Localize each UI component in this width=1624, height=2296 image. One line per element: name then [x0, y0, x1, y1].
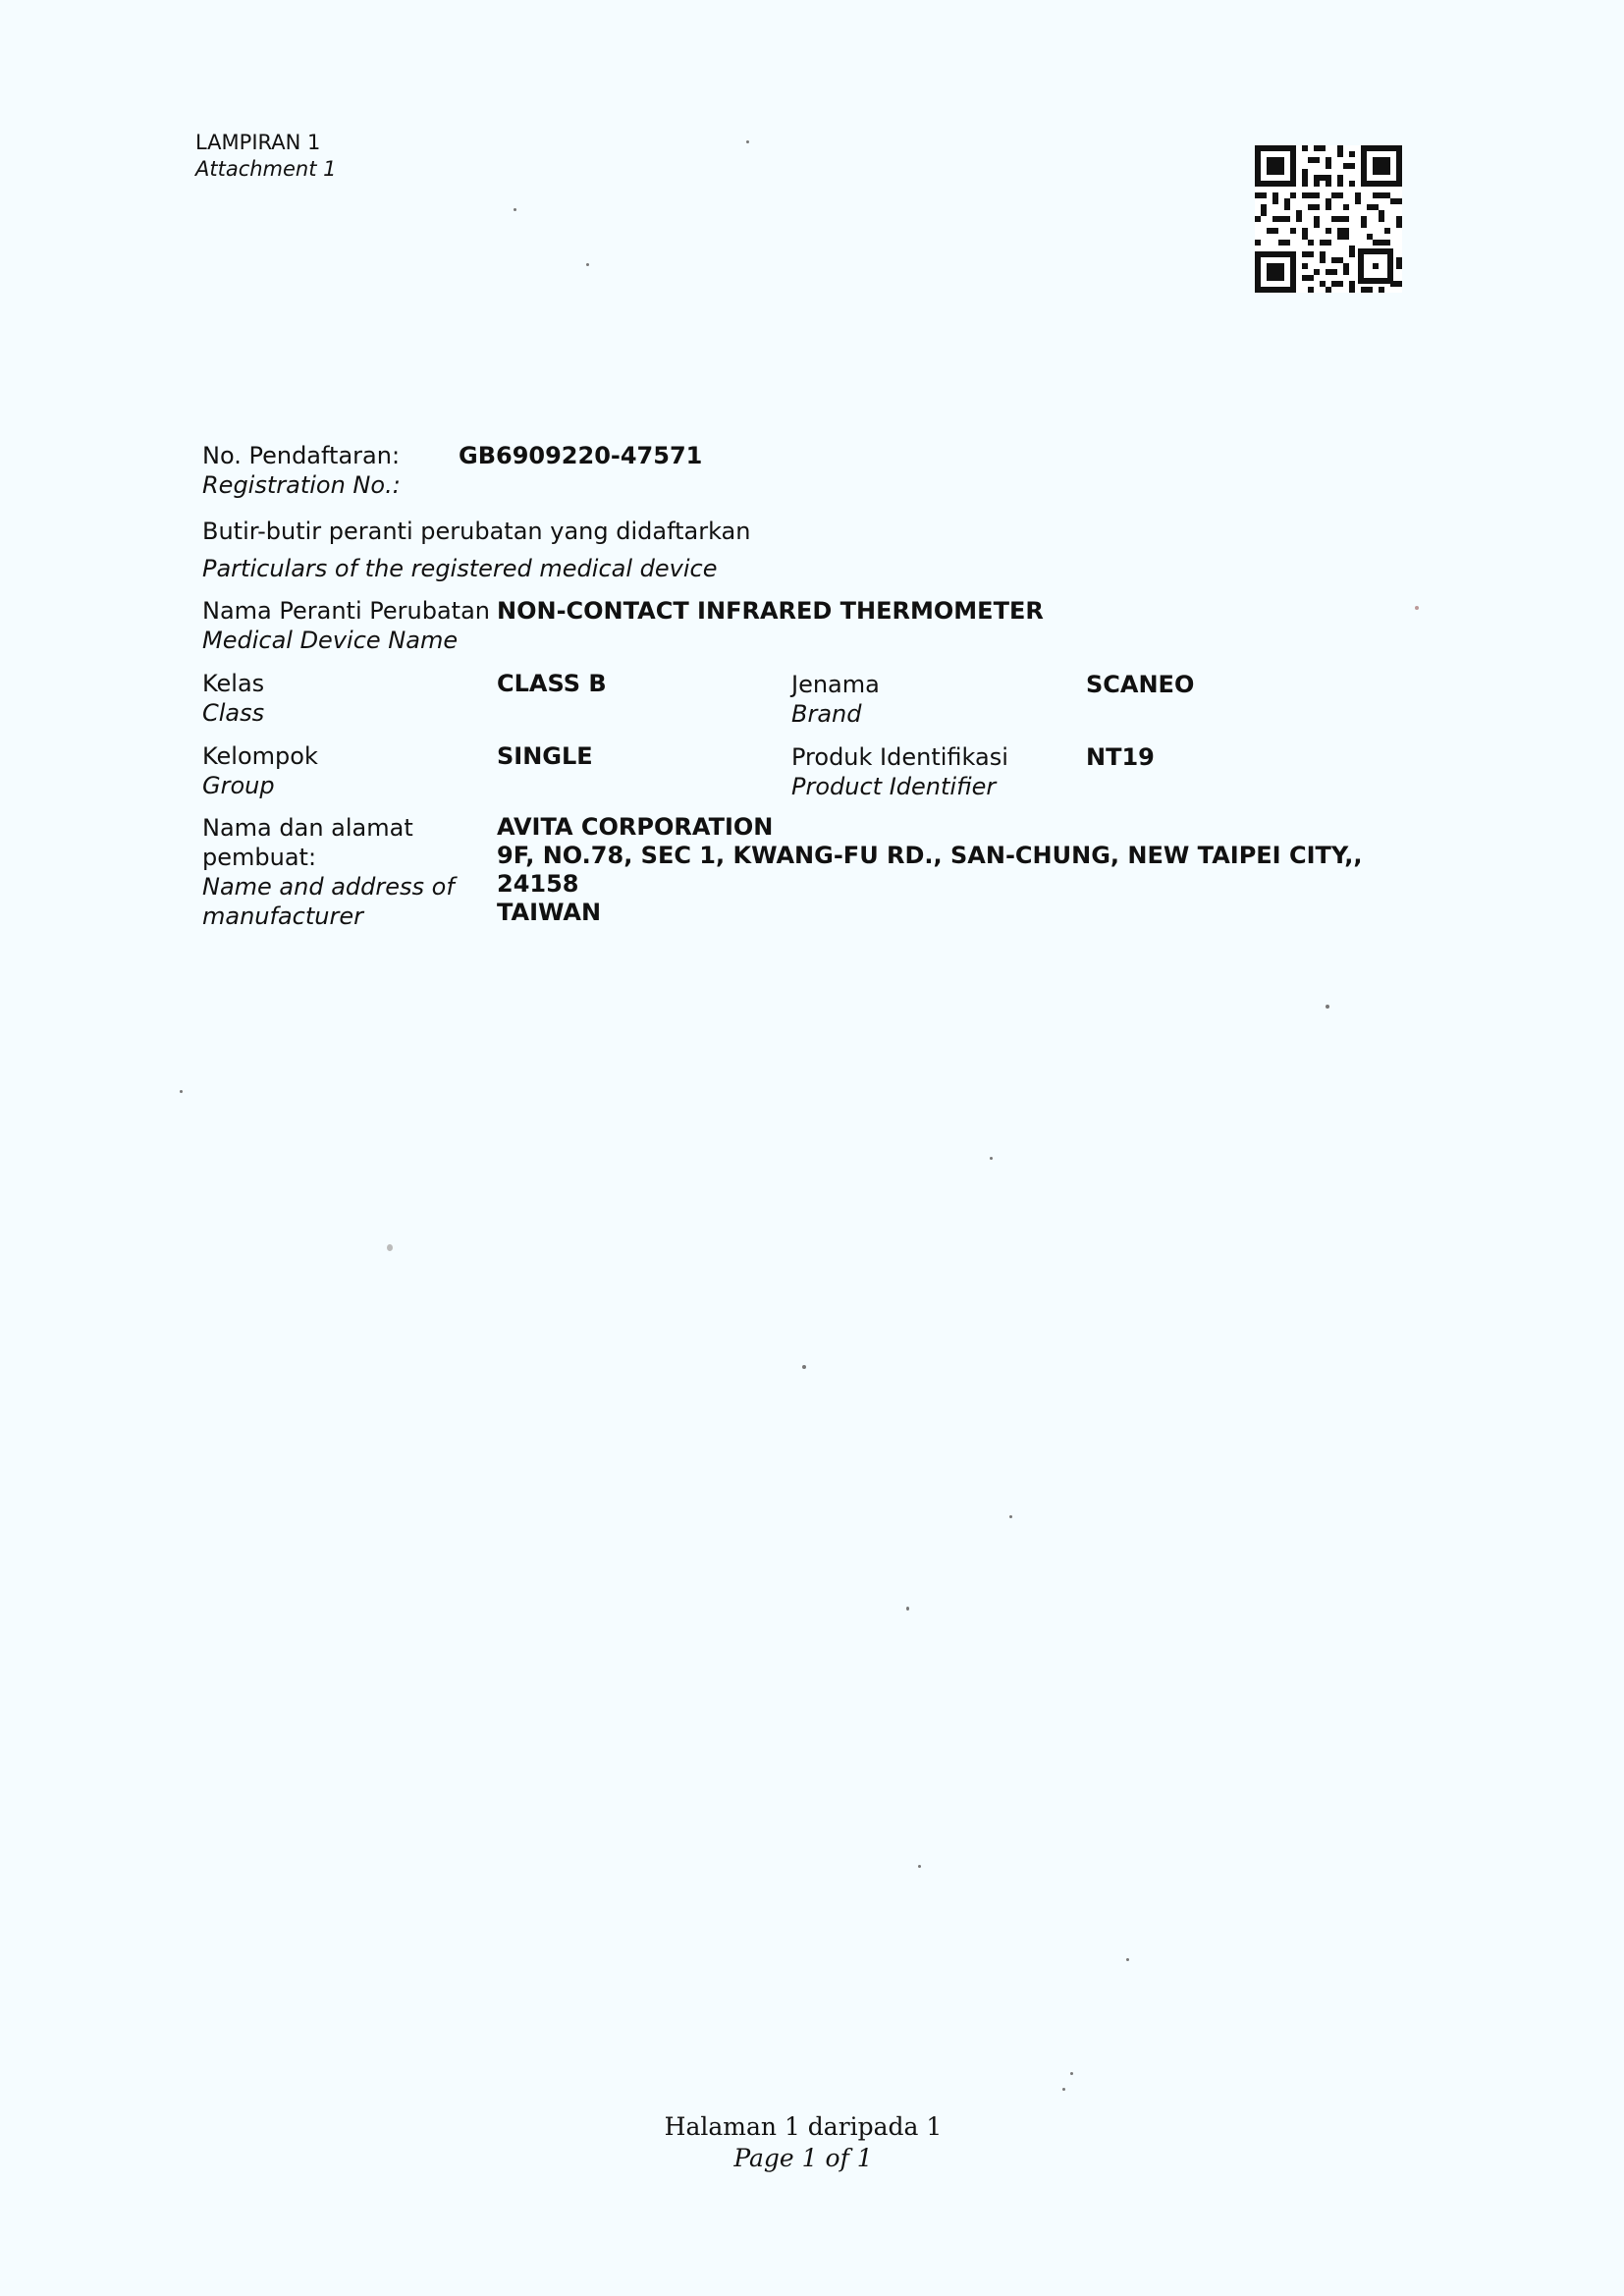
brand-label-ms: Jenama [791, 671, 880, 698]
scan-speck [802, 1365, 806, 1369]
scan-speck [1070, 2072, 1073, 2075]
group-label-en: Group [202, 772, 275, 799]
class-label-ms: Kelas [202, 670, 265, 697]
scan-speck [990, 1157, 993, 1160]
page-number-en: Page 1 of 1 [733, 2144, 873, 2172]
attachment-heading [195, 130, 337, 183]
brand-value: SCANEO [1086, 671, 1195, 698]
product-identifier-label-ms: Produk Identifikasi [791, 743, 1008, 771]
device-name-value: NON-CONTACT INFRARED THERMOMETER [497, 597, 1044, 625]
device-name-label [202, 596, 490, 655]
scan-speck [1126, 1958, 1129, 1961]
group-value: SINGLE [497, 742, 593, 770]
manufacturer-details [497, 813, 1363, 927]
class-value: CLASS B [497, 670, 607, 697]
particulars-title-ms: Butir-butir peranti perubatan yang didaftarkan [202, 518, 751, 545]
scan-speck [514, 208, 516, 211]
scan-speck [586, 263, 589, 266]
lampiran-label: LAMPIRAN 1 [195, 131, 321, 154]
brand-label-en: Brand [791, 700, 862, 728]
manufacturer-label-ms-2: pembuat: [202, 844, 317, 871]
scan-speck [1009, 1515, 1012, 1518]
page-footer [607, 2111, 1000, 2174]
product-identifier-value: NT19 [1086, 743, 1155, 771]
registration-label-en: Registration No.: [202, 471, 401, 499]
device-name-label-en: Medical Device Name [202, 627, 459, 654]
class-label [202, 669, 264, 728]
class-label-en: Class [202, 699, 265, 727]
particulars-title-en: Particulars of the registered medical device [202, 555, 718, 582]
manufacturer-label-ms-1: Nama dan alamat [202, 814, 413, 842]
product-identifier-label-en: Product Identifier [791, 773, 997, 800]
manufacturer-address-line1: 9F, NO.78, SEC 1, KWANG-FU RD., SAN-CHUNG, NEW TAIPEI CITY,, [497, 842, 1363, 869]
scan-speck [1326, 1005, 1329, 1009]
scan-speck [1062, 2088, 1065, 2091]
scan-speck [906, 1607, 909, 1611]
device-name-label-ms: Nama Peranti Perubatan [202, 597, 490, 625]
manufacturer-label-en-1: Name and address of [202, 873, 455, 901]
registration-label-ms: No. Pendaftaran: [202, 442, 401, 469]
scan-speck [180, 1090, 183, 1093]
page-number-ms: Halaman 1 daripada 1 [664, 2112, 943, 2141]
particulars-heading [202, 517, 750, 583]
group-label-ms: Kelompok [202, 742, 318, 770]
scan-speck [746, 140, 749, 143]
product-identifier-label [791, 742, 1008, 801]
manufacturer-label [202, 813, 455, 931]
group-label [202, 741, 318, 800]
registration-number: GB6909220-47571 [459, 442, 703, 469]
manufacturer-country: TAIWAN [497, 899, 602, 926]
scan-speck [918, 1865, 921, 1868]
scan-speck [1415, 606, 1419, 610]
qr-code-icon [1255, 145, 1402, 293]
brand-label [791, 670, 880, 729]
registration-label [202, 441, 401, 500]
attachment-label: Attachment 1 [195, 157, 337, 181]
manufacturer-label-en-2: manufacturer [202, 902, 363, 930]
scan-speck [387, 1244, 393, 1251]
manufacturer-name: AVITA CORPORATION [497, 813, 774, 841]
manufacturer-address-line2: 24158 [497, 870, 579, 898]
